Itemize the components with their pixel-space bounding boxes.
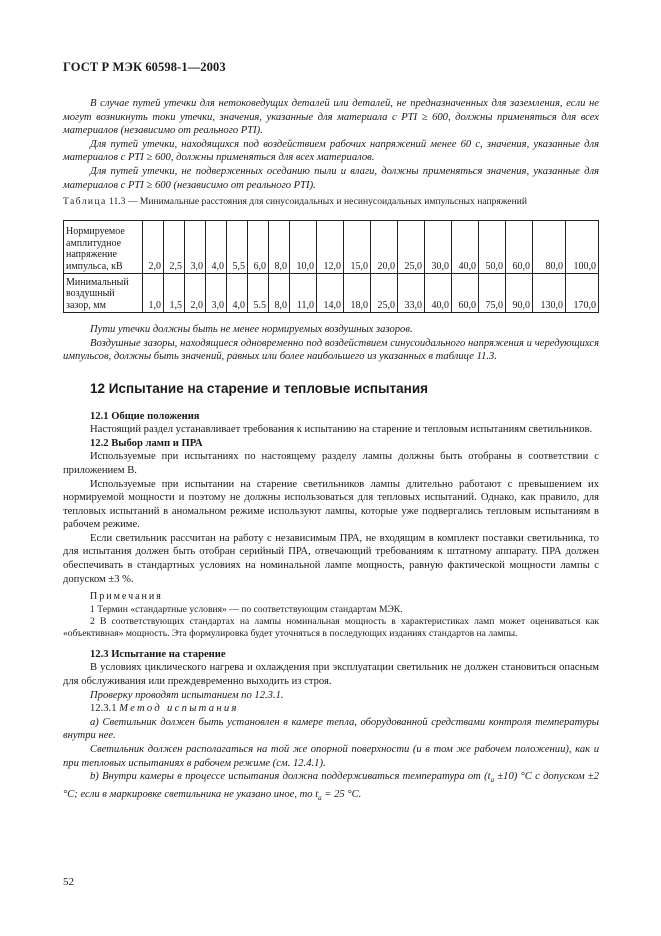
table-cell: 40,0: [425, 274, 452, 313]
table-cell: 8,0: [269, 221, 290, 274]
table-row-voltage: [64, 221, 599, 274]
after-table-paragraph-2: Воздушные зазоры, находящиеся одновременно под воздействием синусоидального напряжения и чередующихся импульсов, должны быть значений, равных или более наибольшего из указанных в таблице 11.3.: [63, 337, 599, 363]
table-cell: 18,0: [344, 274, 371, 313]
table-cell: 1,0: [143, 274, 164, 313]
table-cell: 80,0: [533, 221, 566, 274]
item-b-subscript-1: a: [490, 776, 495, 785]
notes-title: Примечания: [90, 591, 163, 603]
subsection-12-2-paragraph-3: Если светильник рассчитан на работу с независимым ПРА, не входящим в комплект поставки светильника, то для испытания должен быть отобран серийный ПРА, отвечающий требованиям к штатному аппарату. ПРА должен обеспечивать в стандартных условиях на номинальной лампе мощность, равную фактической мощности лампы с допуском ±3 %.: [63, 532, 599, 585]
clearance-table: [63, 220, 599, 313]
table-cell: 8,0: [269, 274, 290, 313]
table-cell: 75,0: [479, 274, 506, 313]
page-content: [63, 97, 599, 806]
subsection-12-2-paragraph-2: Используемые при испытании на старение светильников лампы длительно работают с превышением их нормируемой мощности и поэтому не должны использоваться для тепловых испытаний. Однако, как правило, для тепловых испытаний в аномальном режиме используют лампы, которые уже подвергались тепловым испытаниям в рабочем режиме.: [63, 478, 599, 531]
note-1: 1 Термин «стандартные условия» — по соответствующим стандартам МЭК.: [90, 603, 403, 615]
item-b-paragraph: [63, 770, 599, 805]
subsection-12-2-paragraph-1: Используемые при испытаниях по настоящему разделу лампы должны быть отобраны в соответствии с приложением В.: [63, 451, 599, 476]
table-cell: 2,0: [143, 221, 164, 274]
item-b-subscript-2: a: [318, 794, 322, 802]
subsection-12-3-paragraph-2: Проверку проводят испытанием по 12.3.1.: [90, 689, 284, 701]
table-cell: 25,0: [371, 274, 398, 313]
table-cell: 2,5: [164, 221, 185, 274]
table-cell: 5,5: [227, 221, 248, 274]
table-cell: 1,5: [164, 274, 185, 313]
table-cell: 4,0: [227, 274, 248, 313]
table-cell: 130,0: [533, 274, 566, 313]
subsection-12-3-1-title: Метод испытания: [119, 703, 239, 715]
table-caption-label: Таблица: [63, 196, 107, 208]
table-cell: 60,0: [452, 274, 479, 313]
subsection-12-3-1-heading: [63, 702, 599, 716]
item-b-text-2: ±10) °С с допуском ±2 °С; если в маркировке светильника не указано иное, то t: [63, 771, 600, 800]
item-b-text-3: = 25 °С.: [321, 788, 362, 800]
table-cell: 50,0: [479, 221, 506, 274]
intro-paragraph-3: Для путей утечки, не подверженных оседанию пыли и влаги, должны применяться значения, указанные для материалов с PTI ≥ 600 (независимо от реального PTI).: [63, 165, 599, 191]
table-row-clearance: [64, 274, 599, 313]
subsection-12-3-1-number: 12.3.1: [90, 703, 117, 715]
table-cell: 14,0: [317, 274, 344, 313]
note-2: 2 В соответствующих стандартах на лампы номинальная мощность в характеристиках ламп может оцениваться как «объективная» мощность. Эта формулировка будет уточняться в последующих изданиях стандартов на лампы.: [63, 615, 599, 639]
subsection-12-3-paragraph-1: В условиях циклического нагрева и охлаждения при эксплуатации светильник не должен становиться опасным для обслуживания или преждевременно выходить из строя.: [63, 662, 599, 688]
table-cell: 11,0: [290, 274, 317, 313]
table-cell: 3,0: [206, 274, 227, 313]
subsection-12-1-text: Настоящий раздел устанавливает требования к испытанию на старение и тепловым испытаниям светильников.: [90, 424, 593, 436]
table-cell: 25,0: [398, 221, 425, 274]
table-cell: 5.5: [248, 274, 269, 313]
item-b-text-1: b) Внутри камеры в процессе испытания должна поддерживаться температура от (t: [90, 771, 491, 783]
table-cell: 33,0: [398, 274, 425, 313]
table-cell: 40,0: [452, 221, 479, 274]
table-cell: 6,0: [248, 221, 269, 274]
table-cell: 4,0: [206, 221, 227, 274]
intro-paragraph-2: Для путей утечки, находящихся под воздействием рабочих напряжений менее 60 с, значения, указанные для материалов с PTI ≥ 600, должны применяться для всех материалов.: [63, 138, 599, 164]
row-label-clearance: Минимальный воздушный зазор, мм: [64, 274, 143, 313]
subsection-12-2-title: 12.2 Выбор ламп и ПРА: [90, 437, 203, 449]
table-cell: 100,0: [566, 221, 599, 274]
table-cell: 170,0: [566, 274, 599, 313]
table-cell: 30,0: [425, 221, 452, 274]
table-caption-text: 11.3 — Минимальные расстояния для синусоидальных и несинусоидальных импульсных напряжений: [109, 196, 527, 208]
document-header: ГОСТ Р МЭК 60598-1—2003: [63, 60, 226, 74]
table-cell: 2,0: [185, 274, 206, 313]
table-caption: [63, 196, 599, 208]
table-cell: 15,0: [344, 221, 371, 274]
after-table-paragraph-1: Пути утечки должны быть не менее нормируемых воздушных зазоров.: [90, 324, 413, 336]
subsection-12-1-title: 12.1 Общие положения: [90, 410, 200, 422]
table-cell: 20,0: [371, 221, 398, 274]
table-cell: 90,0: [506, 274, 533, 313]
section-12-title: 12 Испытание на старение и тепловые испытания: [90, 380, 428, 396]
table-cell: 10,0: [290, 221, 317, 274]
row-label-voltage: Нормируемое амплитудное напряжение импульса, кВ: [64, 221, 143, 274]
table-cell: 60,0: [506, 221, 533, 274]
item-a-paragraph-1: а) Светильник должен быть установлен в камере тепла, оборудованной средствами контроля температуры внутри нее.: [63, 716, 599, 742]
subsection-12-3-title: 12.3 Испытание на старение: [90, 648, 226, 660]
page-number: 52: [63, 876, 74, 888]
intro-paragraph-1: В случае путей утечки для нетоковедущих деталей или деталей, не предназначенных для заземления, если не могут возникнуть токи утечки, значения, указанные для материала с PTI ≥ 600, должны применяться для всех материалов (независимо от реального PTI).: [63, 98, 599, 137]
item-a-paragraph-2: Светильник должен располагаться на той же опорной поверхности (и в том же рабочем положении), как и при тепловых испытаниях в рабочем режиме (см. 12.4.1).: [63, 744, 599, 769]
table-cell: 12,0: [317, 221, 344, 274]
table-cell: 3,0: [185, 221, 206, 274]
